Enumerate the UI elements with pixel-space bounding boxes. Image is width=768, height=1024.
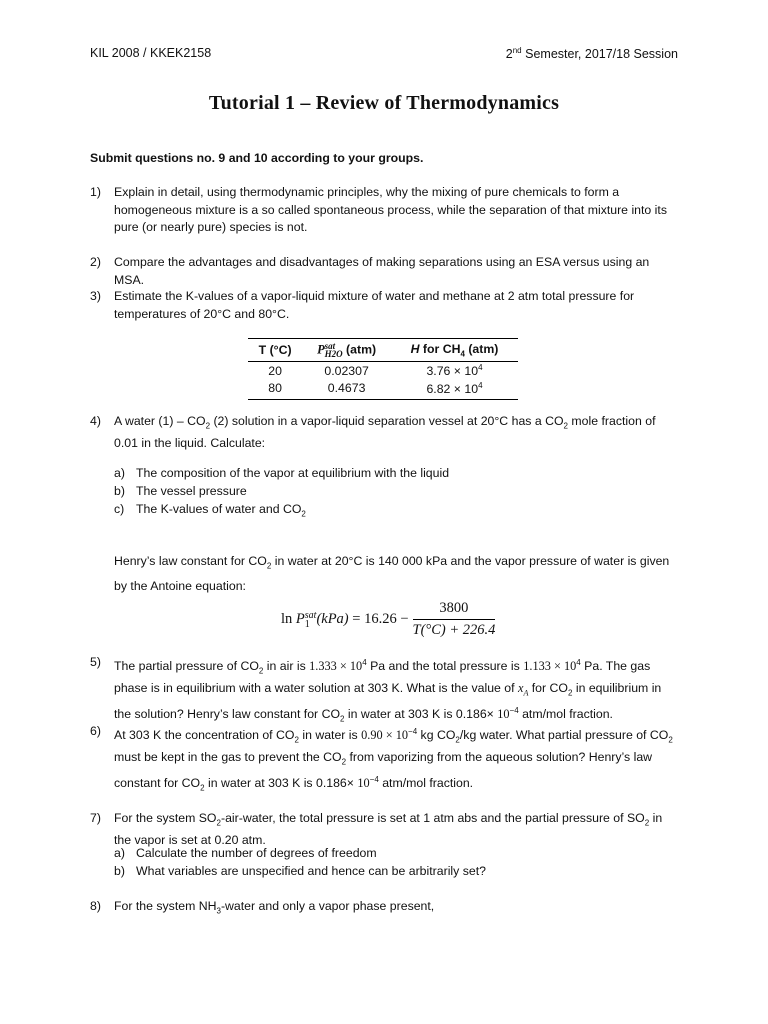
question-2: 2) Compare the advantages and disadvantages of making separations using an ESA versus using an MSA. [90, 255, 650, 287]
question-3: 3) Estimate the K-values of a vapor-liquid mixture of water and methane at 2 atm total pressure for temperatures of 20°C and 80°C. [90, 289, 635, 321]
k-value-table [248, 338, 518, 400]
col-henry: H for $CH_4$ (atm) [391, 339, 518, 362]
antoine-equation: ln P sat 1 (kPa) = 16.26 − $\frac{3800}{T(^\circ C) + 226.4}$ [281, 600, 496, 638]
question-8: 8) For the system $NH_3$-water and only a vapor phase present, [90, 899, 435, 916]
question-5: 5) The partial pressure of $CO_2$ in air is $1.333 \times 10^4$ Pa and the total pressure is $1.133 \times 10^4$ Pa. The gas phase is in equilibrium with a water solution at 303 K. What is the value of $x_A$ for $CO_2$ in equilibrium in the solution? Henry’s law constant for $CO_2$ in water at 303 K is $0.186\times 10^{-4}$ atm/mol fraction. [90, 655, 662, 724]
question-1: 1) Explain in detail, using thermodynamic principles, why the mixing of pure chemicals to form a homogeneous mixture is a so called spontaneous process, while the separation of that mixture into its pure (or nearly pure) species is not. [90, 185, 667, 234]
question-4: 4) A water $(1) - CO_2$ (2) solution in a vapor-liquid separation vessel at 20°C has a $CO_2$ mole fraction of 0.01 in the liquid. Calculate: [90, 414, 656, 450]
question-6: 6) At 303 K the concentration of $CO_2$ in water is $0.90 \times 10^{-4}$ kg $CO_2/kg$ water. What partial pressure of $CO_2$ must be kept in the gas to prevent the $CO_2$ from vaporizing from the aqueous solution? Henry’s law constant for $CO_2$ in water at 303 K is $0.186\times 10^{-4}$ atm/mol fraction. [90, 724, 673, 793]
col-vapor-pressure: P sat H2O (atm) [302, 339, 391, 362]
question-7b: b) What variables are unspecified and hence can be arbitrarily set? [114, 864, 486, 878]
col-temperature: T (°C) [248, 339, 302, 362]
table-row: 20 0.02307 $3.76 \times 10^4$ [268, 363, 483, 379]
table-row: 80 0.4673 $6.82 \times 10^4$ [248, 380, 518, 400]
semester-info: 2nd Semester, 2017/18 Session [505, 46, 678, 62]
course-code: KIL 2008 / KKEK2158 [90, 46, 212, 60]
question-4b: b) The vessel pressure [114, 484, 247, 498]
question-7a: a) Calculate the number of degrees of freedom [114, 846, 377, 860]
submit-note: Submit questions no. 9 and 10 according to your groups. [90, 151, 424, 165]
question-4a: a) The composition of the vapor at equilibrium with the liquid [114, 466, 450, 480]
question-7: 7) For the system $SO_2-air$-water, the total pressure is set at 1 atm abs and the partial pressure of $SO_2$ in the vapor is set at 0.20 atm. [90, 811, 663, 847]
henry-note: Henry’s law constant for $CO_2$ in water at 20°C is 140 000 kPa and the vapor pressure of water is given by the Antoine equation: [114, 554, 670, 594]
table-header-row [248, 339, 518, 362]
question-4c: c) The K-values of water and $CO_2$ [114, 502, 306, 519]
page-title: Tutorial 1 – Review of Thermodynamics [208, 92, 560, 114]
